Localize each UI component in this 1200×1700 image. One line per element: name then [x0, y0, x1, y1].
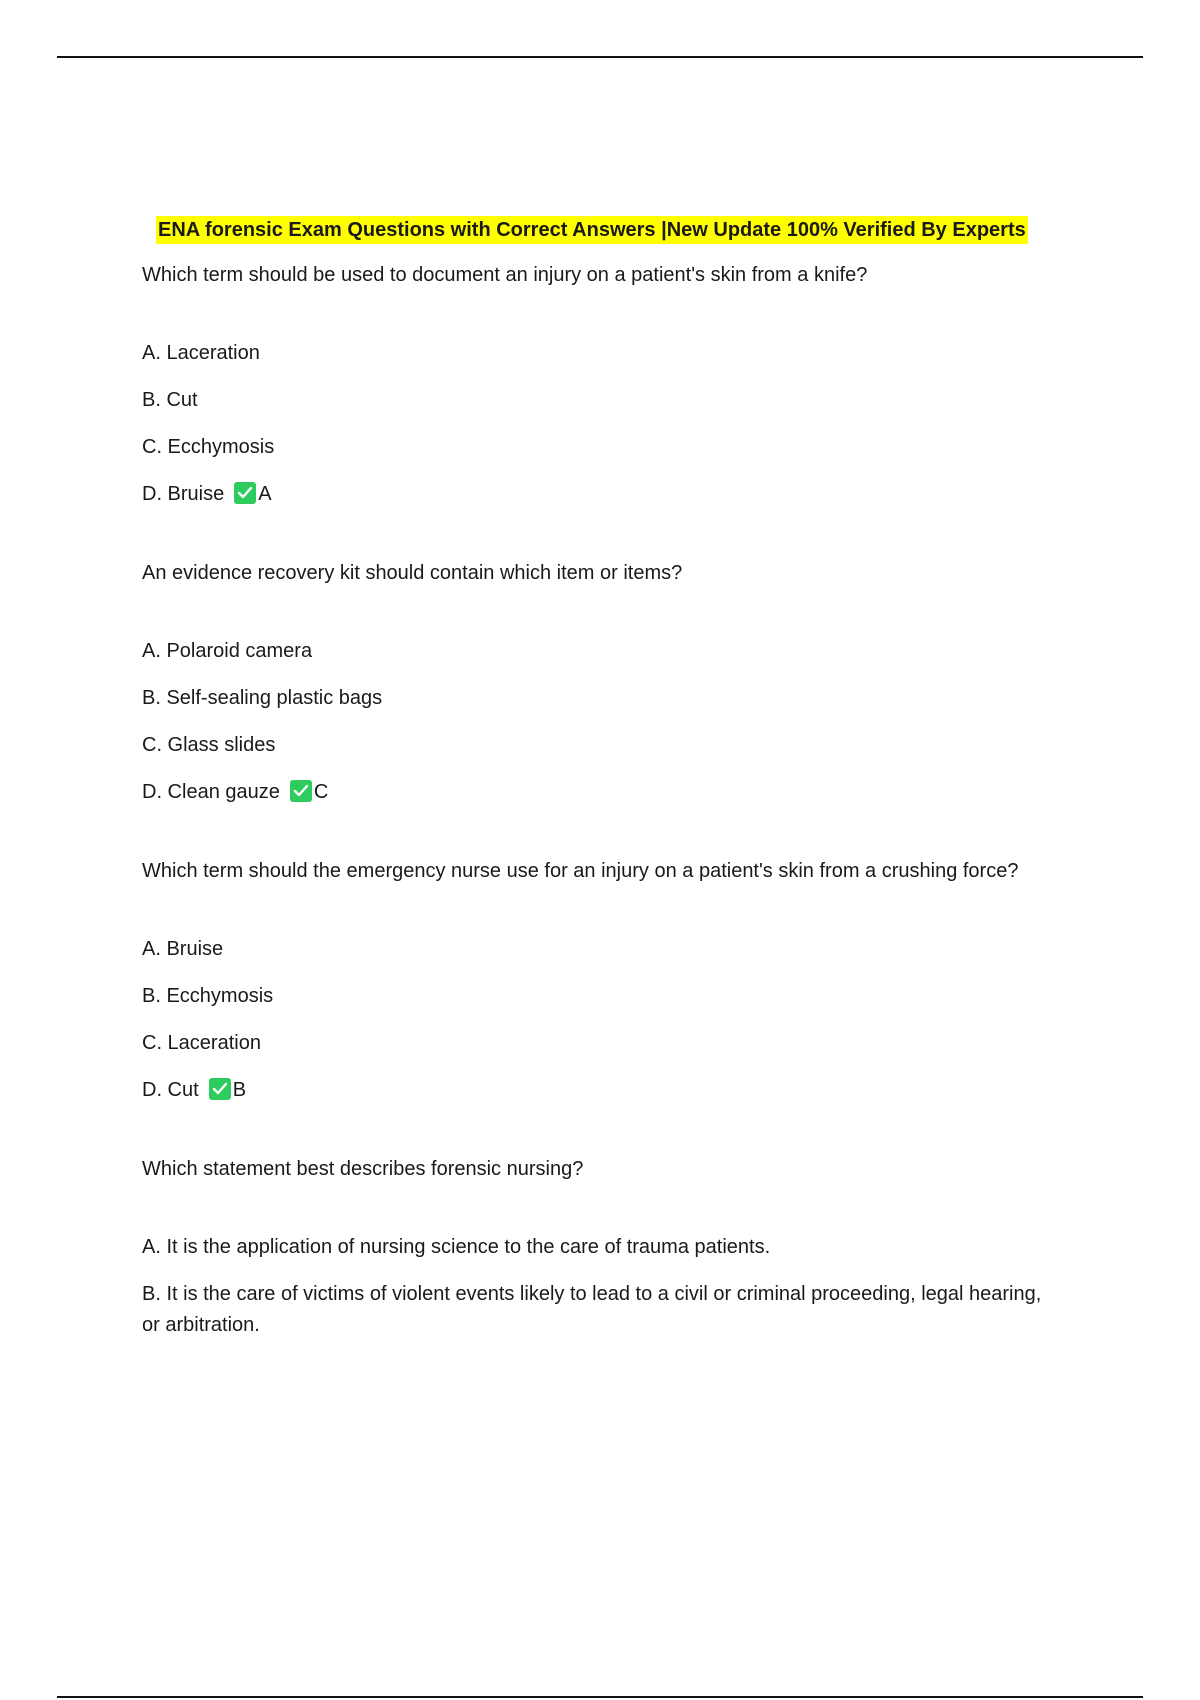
- options-list: [142, 636, 1042, 808]
- question-text: Which term should the emergency nurse use for an injury on a patient's skin from a crushing force?: [142, 860, 1019, 882]
- question-text: Which statement best describes forensic nursing?: [142, 1158, 584, 1180]
- option-item-with-answer: [142, 1075, 1042, 1106]
- check-icon: [290, 780, 312, 802]
- question-block: [142, 558, 1042, 808]
- option-text: D. Clean gauze: [142, 781, 280, 803]
- option-item-with-answer: [142, 479, 1042, 510]
- check-icon: [234, 482, 256, 504]
- option-item: C. Laceration: [142, 1032, 261, 1054]
- option-text: D. Bruise: [142, 483, 225, 505]
- option-item: B. Ecchymosis: [142, 985, 274, 1007]
- answer-letter: B: [232, 1079, 247, 1101]
- options-list: [142, 338, 1042, 510]
- question-block: [142, 1154, 1042, 1341]
- answer-letter: C: [313, 781, 329, 803]
- option-item: A. Polaroid camera: [142, 640, 313, 662]
- options-list: [142, 1232, 1042, 1341]
- option-item: A. Bruise: [142, 938, 224, 960]
- document-body: [142, 216, 1042, 1341]
- question-text: Which term should be used to document an injury on a patient's skin from a knife?: [142, 264, 868, 286]
- option-item: B. It is the care of victims of violent events likely to lead to a civil or criminal proceeding, legal hearing, or arbitration.: [142, 1283, 1042, 1336]
- options-list: [142, 934, 1042, 1106]
- option-item: A. Laceration: [142, 342, 260, 364]
- header-rule: [57, 56, 1143, 58]
- check-icon: [209, 1078, 231, 1100]
- document-title: ENA forensic Exam Questions with Correct Answers |New Update 100% Verified By Experts: [156, 216, 1028, 244]
- question-block: [142, 856, 1042, 1106]
- option-item-with-answer: [142, 777, 1042, 808]
- question-block: [142, 260, 1042, 510]
- option-item: B. Self-sealing plastic bags: [142, 687, 383, 709]
- answer-letter: A: [258, 483, 272, 505]
- footer-rule: [57, 1696, 1143, 1698]
- option-text: D. Cut: [142, 1079, 199, 1101]
- option-item: B. Cut: [142, 389, 198, 411]
- question-text: An evidence recovery kit should contain which item or items?: [142, 562, 683, 584]
- option-item: C. Ecchymosis: [142, 436, 275, 458]
- option-item: A. It is the application of nursing science to the care of trauma patients.: [142, 1236, 771, 1258]
- option-item: C. Glass slides: [142, 734, 276, 756]
